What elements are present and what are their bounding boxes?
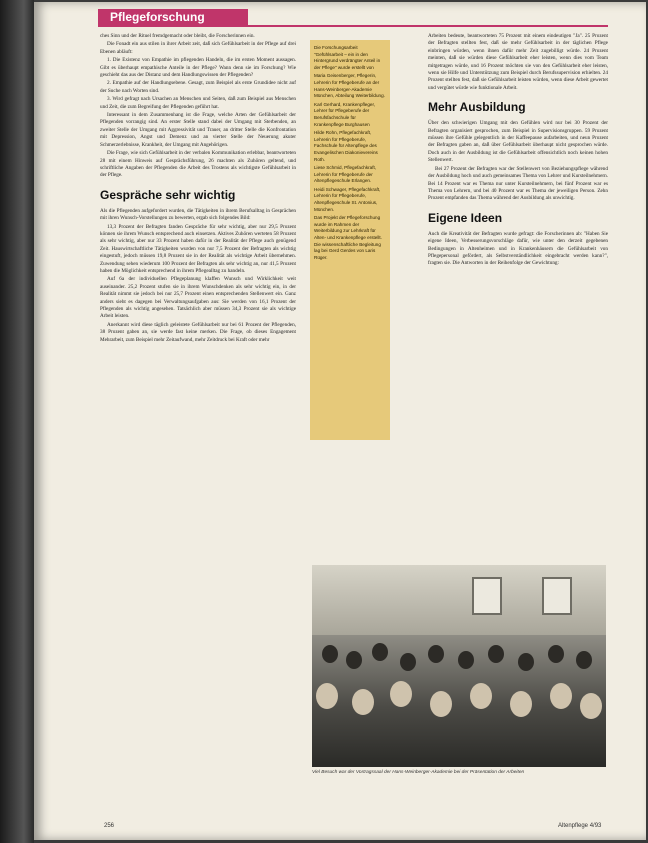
audience-face [510,691,532,717]
paragraph: 1. Die Existenz von Empathie im pflegenden Handeln, die im ersten Moment aussagen. Gibt es überhaupt empathische Anteile in der Pflege? Wann denn sie im Forschung? Wie geschieht das aus der Distanz und dem Handlungswissen der Pflegenden? [100,57,296,79]
paragraph: ches Sinn und der Rituel fremdgemacht oder bleibt, die Forscherinnen ein. [100,33,255,39]
sidebar-paragraph: Hilde Rohn, Pflegefachkraft, Lehrerin für Pflegeberufe, Fachschule für Altenpflege des Evangelischen Diakonievereins Roth. [314,130,378,162]
audience-head [372,643,388,661]
audience-face [316,683,338,709]
sidebar-paragraph: Karl Gerhard, Krankenpfleger, Lehrer für Pflegeberufe der Berufsfachschule für Krankenpflege Burghausen [314,101,376,127]
audience-head [488,645,504,663]
sidebar-paragraph: Liese Schmid, Pflegefachkraft, Lehrerin für Pflegeberufe der Altenpflegeschule Erlangen. [314,165,377,184]
right-column [428,33,608,269]
paragraph: Die Frage, wie sich Gefühlsarbeit in der verbalen Kommunikation erlebbar, beantworteten 28 mit einem Hinweis auf Gesprächsführung, 26 machten als Zuhören geltend, und schriftliche Angaben der Pflegenden die Arbeit des Trostens als wichtigste Gefühlsarbeit in der Pflege. [100,150,296,179]
audience-face [430,691,452,717]
page-number: 256 [104,823,115,829]
sidebar-paragraph: Heidi Schwager, Pflegefachkraft, Lehrerin für Pflegeberufe, Altenpflegeschule St. Antonius, München. [314,186,381,212]
paragraph: Anerkannt wird diese täglich geleistete Gefühlsarbeit nur bei 61 Prozent der Pflegenden, 38 Prozent gaben an, sie werde fast keine merken. Die Frage, ob dieses Engagement Mehrarbeit, zum Beispiel mehr Zeitaufwand, mehr Zeitdruck bei Kraft oder mehr [100,321,296,343]
heading-gespraeche: Gespräche sehr wichtig [100,187,236,202]
audience-head [346,651,362,669]
left-column [100,33,296,345]
audience-head [322,645,338,663]
photo-window [472,577,502,615]
audience-head [576,651,592,669]
sidebar-paragraph: Maria Geisenberger, Pflegerin, Lehrerin für Pflegeberufe an der Hans-Weinberger-Akademie München, Abteilung Weiterbildung. [314,73,385,99]
paragraph: Als die Pflegenden aufgefordert wurden, die Tätigkeiten in ihrem Berufsalltag in Gesprächen mit ihren Wunsch-Vorstellungen zu bewerten, ergab sich folgendes Bild: [100,207,296,222]
paragraph: Die Fonadt ein aus stilen in ihrer Arbeit zeit, daß sich Gefühlsarbeit in der Pflege auf drei Ebenen abläuft: [100,41,296,55]
sidebar-paragraph: Die Forschungsarbeit "Gefühlsarbeit – ein in den Hintergrund verdrängter Anteil in der Pflege" wurde erstellt von [314,45,381,70]
paragraph: Über den schwierigen Umgang mit den Gefühlen wird nur bei 30 Prozent der Befragten organisiert gesprochen, zum Beispiel in Supervisionsgruppen. 59 Prozent müssen ihre Gefühle gelegentlich in der Kaffeepause aufarbeiten, und neun Prozent der Befragten gaben an, daß über Gefühlsarbeit überhaupt nicht gesprochen würde. Doch auch in der Ausbildung ist die Gefühlsarbeit offensichtlich noch keinen hohen Stellenwert. [428,120,608,164]
audience-head [458,651,474,669]
photo-caption: Viel Besuch war der Vortragssaal der Hans-Weinberger-Akademie bei der Präsentation der Arbeiten [312,770,525,775]
photo-window [542,577,572,615]
audience-head [548,645,564,663]
heading-ideen: Eigene Ideen [428,210,503,225]
author-info-box [310,40,390,440]
issue-label: Altenpflege 4/93 [558,823,602,829]
paragraph: Auch die Kreativität der Befragten wurde gefragt: die Forscherinnen ab: "Haben Sie eigene Ideen, Verbesserungsvorschläge dafür, wie unter den derzeit gegebenen Bedingungen in Altenheimen und in Krankenhäusern die Gefühlsarbeit von Pflegepersonal gefördert, als Selbstverständlichkeit eingebracht werden kann?", fragten sie. Die Antworten in der Reihenfolge der Gewichtung: [428,230,608,267]
audience-head [518,653,534,671]
heading-ausbildung: Mehr Ausbildung [428,100,526,115]
sidebar-paragraph: Das Projekt der Pflegeforschung wurde im Rahmen der Weiterbildung zur Lehrkraft für Alten- und Krankenpflege erstellt. Die wissenschaftliche Begleitung lag bei Gerd Gerdes von Laris Rüger. [314,215,382,260]
paragraph: 2. Empathie auf der Handlungsebene. Gesagt, zum Beispiel als erste Grundidee nicht auf der Suche nach Worten sind. [100,80,296,94]
section-header-tab: Pflegeforschung [98,9,248,25]
book-spine [0,0,34,843]
audience-face [550,683,572,709]
audience-photo [312,565,606,767]
audience-face [580,693,602,719]
paragraph: 13,3 Prozent der Befragten fanden Gespräche für sehr wichtig, aber nur 29,5 Prozent können sie ihrem Wunsch entsprechend auch einsetzen. Aktives Zuhören werteten 58 Prozent als sehr wichtig, aber nur 33 Prozent haben dafür in der Realität der Pflege auch genügend Zeit. Hauswirtschaftliche Tätigkeiten wurden von nur 7,5 Prozent der Befragten als wichtig eingestuft, jedoch müssen 19,8 Prozent sie in der Realität als wichtige Arbeit übernehmen. Zuwendung sehen wiederum 100 Prozent der Befragten als sehr wichtig an, nur 41,5 Prozent haben die Möglichkeit entsprechend in ihrem Pflegealltag zu handeln. [100,223,296,274]
paragraph: Interessant in dem Zusammenhang ist die Frage, welche Arten der Gefühlsarbeit der Pflegenden vorrangig sind. An erster Stelle stand dabei der Umgang mit Sterbenden, an zweiter Stelle der Umgang mit Aggressivität und Trauer, an dritter Stelle die Konfrontation mit Depression, Angst und Demenz und an vierter Stelle der Neuerung akuter Schmerzerlebnisse, Krankheit, der Umgang mit Angehörigen. [100,112,296,148]
audience-face [470,683,492,709]
header-rule [98,25,608,27]
audience-face [352,689,374,715]
paragraph: Arbeiten bedeute, beantworteten 75 Prozent mit einem eindeutigen "Ja". 25 Prozent der Befragten stellten fest, daß sie mehr Gefühlsarbeit in der täglichen Pflege einbringen würden, wenn ihnen dafür mehr Zeit zugebilligt würde. 24 Prozent meinten, daß sie würden diese Gefühlsarbeit eher leisten, wenn dies vom Team mitgetragen würde, und 16 Prozent möchten sie von den Gefühlsarbeit eher leisten, wenn sie Hilfe und Unterstützung zum Beispiel durch Berufssupervision erhielten. 24 Prozent stellten fest, daß sie Gefühlsarbeit leisten würden, wenn diese Arbeit gewertet und vergütet würde wie funktionale Arbeit. [428,33,608,91]
audience-head [428,645,444,663]
audience-head [400,653,416,671]
paragraph: 3. Wird gefragt nach Ursachen an Menschen und Seiten, daß zum Beispiel aus Menschen und Zeit, die zum Begreifung der Pflegenden geführt hat. [100,96,296,110]
audience-face [390,681,412,707]
paragraph: Auf 6a der individuellen Pflegeplanung klaffen Wunsch und Wirklichkeit weit auseinander. 25,2 Prozent stufen sie in ihrem Wunschdenken als sehr wichtig ein, in der Realität nimmt sie jedoch bei nur 25,7 Prozent einen entsprechenden Stellenwert ein. Ganz anders sieht es dagegen bei Verwaltungsaufgaben aus: Sie werden von 16,1 Prozent der Pflegenden als wichtig angesehen. Tatsächlich aber müssen 34,3 Prozent sie als wichtige Arbeit leisten. [100,276,296,320]
paragraph: Bei 27 Prozent der Befragten war der Stellenwert von Beziehungspflege während der Ausbildung hoch und auch gemeinsames Thema von Lehrer und Kursteilnehmern. Bei 14 Prozent war es Thema nur unter Kursteilnehmern, bei fünf Prozent war es Thema von Lehrern, und bei 40 Prozent war es Thema der jeweiligen Person. Zehn Prozent empfanden das Thema während der Ausbildung als unwichtig. [428,165,608,202]
